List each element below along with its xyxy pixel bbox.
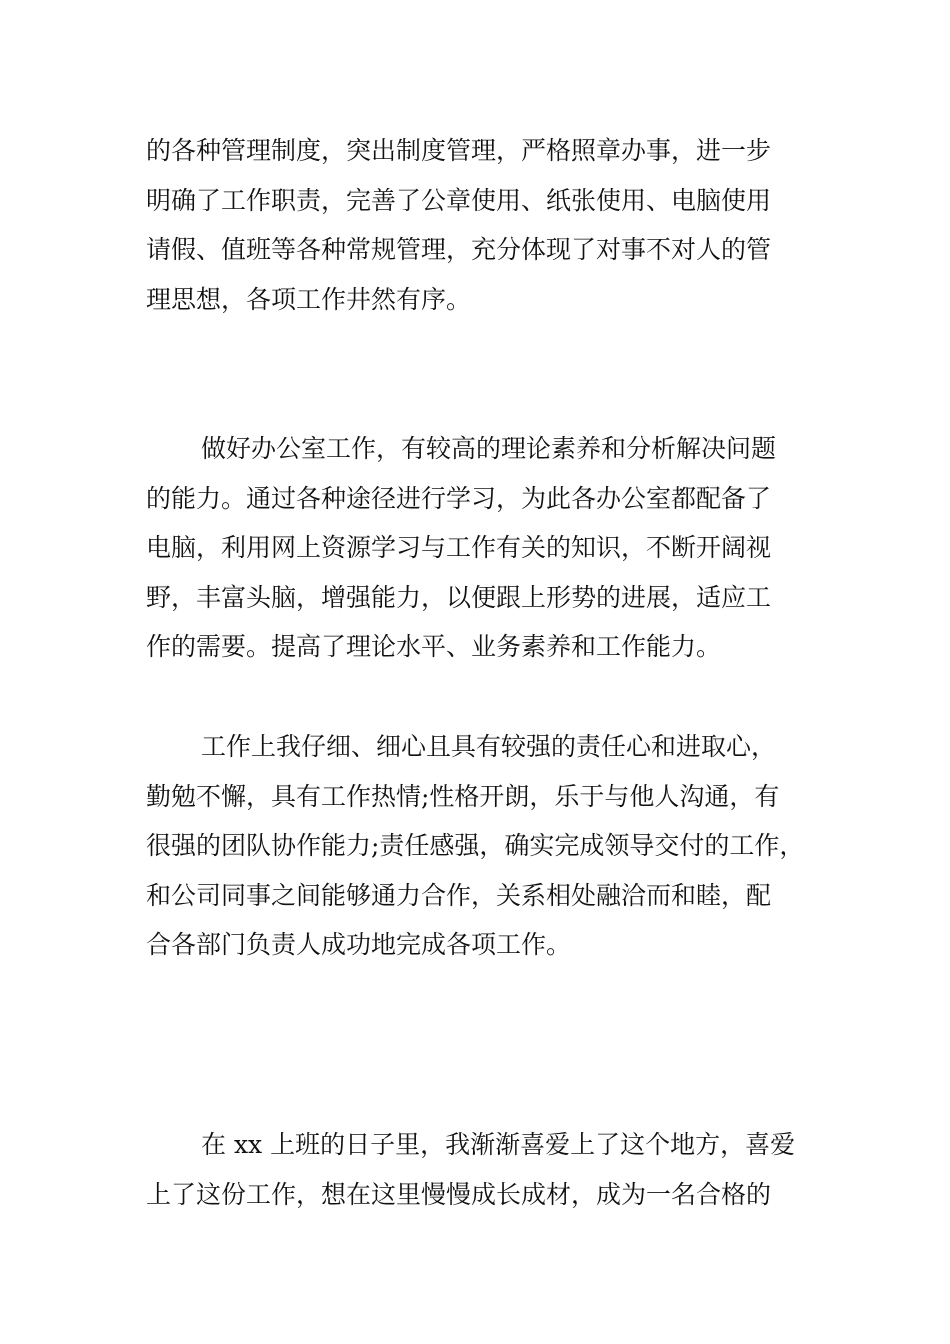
text-line: 合各部门负责人成功地完成各项工作。 — [146, 930, 572, 960]
paragraph-growth — [146, 1120, 826, 1219]
text-line: 工作上我仔细、细心且具有较强的责任心和进取心， — [201, 732, 777, 761]
text-line: 在 xx 上班的日子里，我渐渐喜爱上了这个地方，喜爱 — [201, 1130, 796, 1159]
text-line: 电脑，利用网上资源学习与工作有关的知识，不断开阔视 — [146, 533, 772, 563]
text-line: 上了这份工作，想在这里慢慢成长成材，成为一名合格的 — [146, 1179, 772, 1209]
text-line: 的能力。通过各种途径进行学习，为此各办公室都配备了 — [146, 483, 772, 513]
paragraph-office-work — [146, 424, 826, 672]
text-line: 理思想，各项工作井然有序。 — [146, 284, 472, 314]
text-line: 和公司同事之间能够通力合作，关系相处融洽而和睦，配 — [146, 880, 772, 910]
paragraph-management-system — [146, 126, 826, 324]
text-line: 的各种管理制度，突出制度管理，严格照章办事，进一步 — [146, 136, 772, 165]
paragraph-work-attitude — [146, 722, 826, 970]
text-line: 勤勉不懈，具有工作热情;性格开朗，乐于与他人沟通，有 — [146, 781, 780, 811]
text-line: 作的需要。提高了理论水平、业务素养和工作能力。 — [146, 632, 722, 662]
text-line: 明确了工作职责，完善了公章使用、纸张使用、电脑使用 — [146, 185, 772, 215]
text-line: 野，丰富头脑，增强能力，以便跟上形势的进展，适应工 — [146, 582, 772, 612]
text-line: 请假、值班等各种常规管理，充分体现了对事不对人的管 — [146, 235, 772, 265]
text-line: 做好办公室工作，有较高的理论素养和分析解决问题 — [201, 434, 777, 463]
text-line: 很强的团队协作能力;责任感强，确实完成领导交付的工作， — [146, 831, 805, 861]
